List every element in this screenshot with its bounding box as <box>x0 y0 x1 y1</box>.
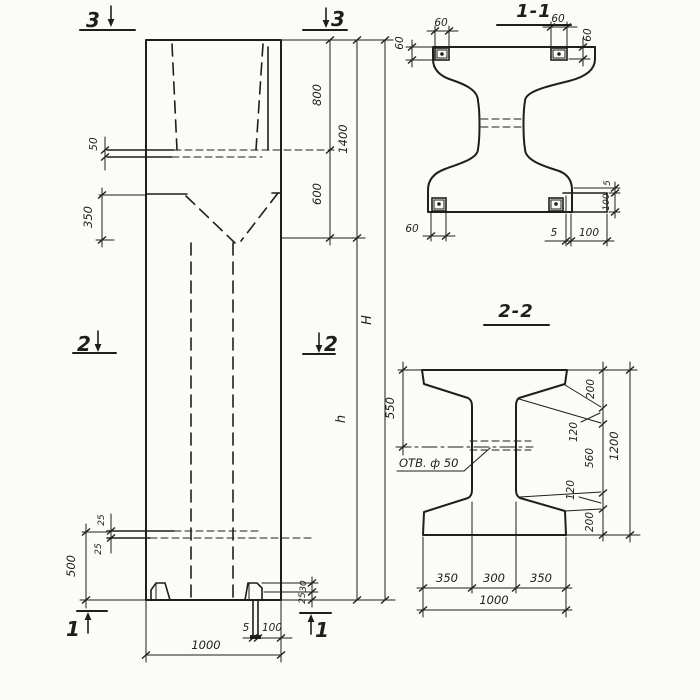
dim-insert-lower: 25 <box>94 543 104 555</box>
dim-200-bottom: 200 <box>584 511 596 533</box>
marker-3-left-label: 3 <box>86 8 100 32</box>
section-marker-1-right <box>300 613 331 642</box>
dim-100-bottom: 100 <box>578 227 600 239</box>
dim-key-offset: 25 <box>298 592 308 604</box>
dim-head-upper: 800 <box>310 84 324 106</box>
dim-5-side: 5 <box>603 180 613 186</box>
section-2-2-title: 2-2 <box>498 301 534 322</box>
section-marker-3-right <box>303 7 347 31</box>
dim-60-right: 60 <box>582 28 594 42</box>
dim-60-top-left: 60 <box>434 17 448 29</box>
dim-60-bottom-left: 60 <box>405 223 419 235</box>
column-outline <box>146 40 281 600</box>
dim-120-top: 120 <box>568 421 580 443</box>
dim-head-lower: 600 <box>310 183 324 205</box>
dim-key-height: 30 <box>299 580 309 592</box>
elevation-bottom-dims <box>142 600 292 662</box>
dim-overall-height: H <box>360 315 375 325</box>
dim-insert-upper: 25 <box>97 514 107 526</box>
hole-label: ОТВ. ф 50 <box>399 456 459 470</box>
section-2-2-outline <box>422 370 567 535</box>
dim-base-zone: 500 <box>64 555 78 577</box>
dim-300-middle: 300 <box>483 571 505 585</box>
dim-plate-length: 100 <box>261 622 283 634</box>
section-marker-3-left <box>80 6 135 32</box>
dim-1200-height: 1200 <box>607 431 621 461</box>
dim-350-right: 350 <box>530 571 552 585</box>
dim-100-side: 100 <box>602 193 612 211</box>
section-marker-2-right <box>303 332 338 356</box>
socket-hidden-lines <box>172 44 268 150</box>
web-hidden-lines <box>191 243 233 598</box>
dim-560-web: 560 <box>584 447 596 469</box>
marker-1-right-label: 1 <box>315 618 329 642</box>
section-2-2-dims <box>383 362 640 617</box>
dim-plate-thickness: 5 <box>242 622 250 634</box>
dim-350-left: 350 <box>436 571 458 585</box>
haunch-lines <box>146 193 281 243</box>
dim-5-bottom: 5 <box>550 227 558 239</box>
marker-3-right-label: 3 <box>331 7 345 31</box>
dim-head-total: 1400 <box>336 124 350 154</box>
dim-haunch-height: 350 <box>81 206 95 228</box>
elevation-view <box>64 6 395 662</box>
dim-1000-width: 1000 <box>479 593 509 607</box>
marker-1-left-label: 1 <box>66 617 80 641</box>
embedded-plates <box>432 48 607 212</box>
section-1-1-title: 1-1 <box>516 1 552 22</box>
hole-callout <box>397 448 490 471</box>
marker-2-right-label: 2 <box>324 332 338 356</box>
console-shelf-lines <box>107 150 334 157</box>
section-marker-2-left <box>73 331 116 356</box>
dim-shelf-thickness: 50 <box>88 137 100 151</box>
section-marker-1-left <box>66 611 107 641</box>
section-1-1-view <box>394 1 620 246</box>
key-dims <box>262 577 318 607</box>
dim-overall-width: 1000 <box>191 638 221 652</box>
elevation-right-dims <box>281 37 395 604</box>
dim-60-top-right: 60 <box>551 13 565 25</box>
dim-shaft-height: h <box>334 414 349 424</box>
dim-550-left: 550 <box>383 397 397 419</box>
section-1-1-outline <box>428 47 595 212</box>
marker-2-left-label: 2 <box>77 332 91 356</box>
dim-120-bottom: 120 <box>565 479 577 501</box>
section-2-2-view <box>383 301 640 617</box>
dim-60-left: 60 <box>394 36 406 50</box>
dim-200-top: 200 <box>585 378 597 400</box>
